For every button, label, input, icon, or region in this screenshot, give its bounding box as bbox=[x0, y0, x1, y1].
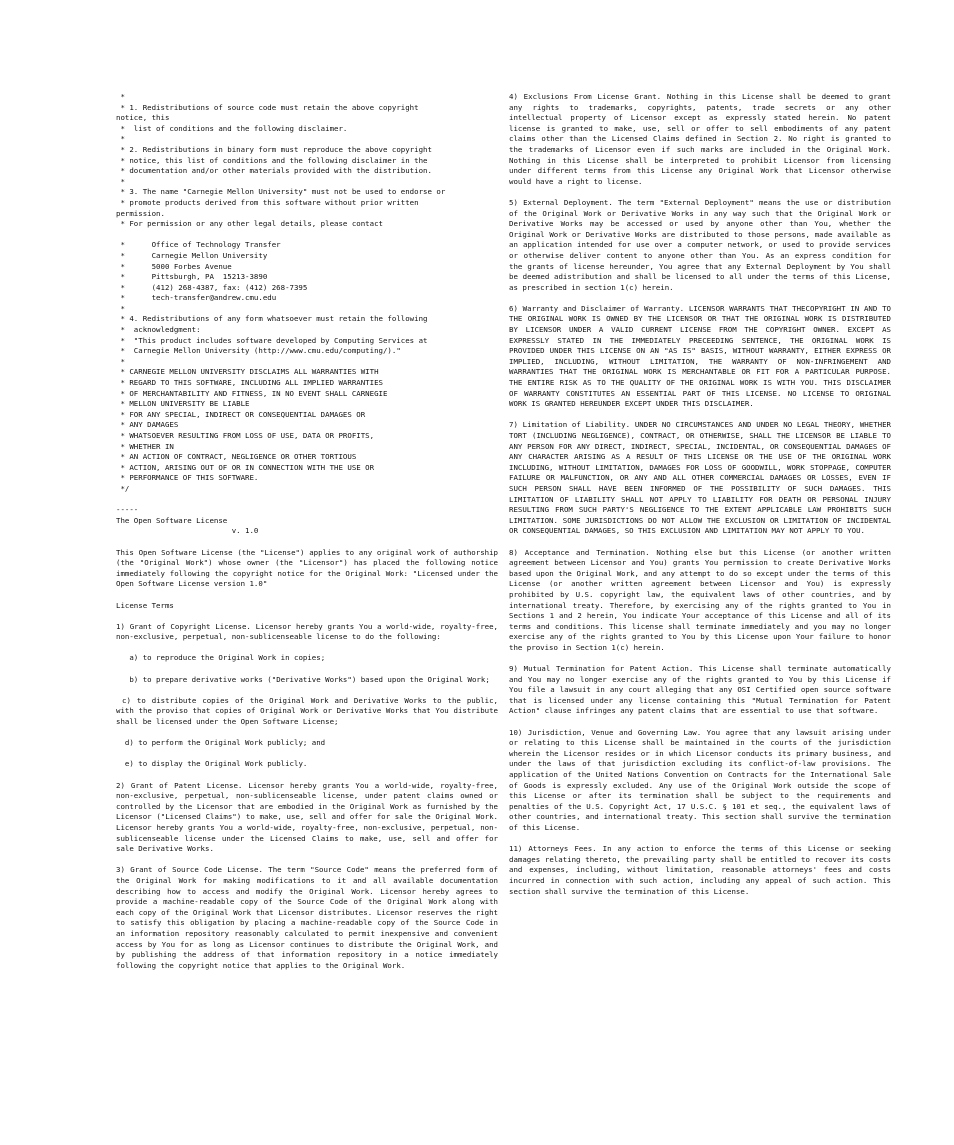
header-comment-line: * REGARD TO THIS SOFTWARE, INCLUDING ALL IMPLIED WARRANTIES bbox=[116, 378, 383, 388]
header-comment-line: * tech-transfer@andrew.cmu.edu bbox=[116, 293, 277, 303]
license-paragraph: c) to distribute copies of the Original Work and Derivative Works to the public, with the proviso that copies of Original Work or Derivative Works that You distribute shall be licensed under the Open Software License; bbox=[116, 695, 503, 727]
license-paragraph: 9) Mutual Termination for Patent Action. This License shall terminate automatically and You may no longer exercise any of the rights granted to You by this License if You file a lawsuit in any court alleging that any OSI Certified open source software that is licensed under any license containing this "Mutual Termination for Patent Action" clause infringes any patent claims that are essential to use that software. bbox=[509, 664, 891, 716]
header-comment-line: v. 1.0 bbox=[116, 526, 259, 536]
header-comment-line: * PERFORMANCE OF THIS SOFTWARE. bbox=[116, 473, 259, 483]
header-comment-line bbox=[116, 230, 498, 241]
license-paragraph: This Open Software License (the "License") applies to any original work of authorship (the "Original Work") whose owner (the "Licensor") has placed the following notice immediately following the copyright notice for the Original Work: "Licensed under the Open Software License version 1.0" bbox=[116, 547, 498, 589]
license-paragraph: 4) Exclusions From License Grant. Nothing in this License shall be deemed to grant any rights to trademarks, copyrights, patents, trade secrets or any other intellectual property of Licensor except as expressly stated herein. No patent license is granted to make, use, sell or offer to sell embodiments of any patent claims other than the Licensed Claims defined in Section 2. No right is granted to the trademarks of Licensor even if such marks are included in the Original Work. Nothing in this License shall be interpreted to prohibit Licensor from licensing under different terms from this License any Original Work that Licensor otherwise would have a right to license. bbox=[509, 92, 891, 186]
header-comment-line: * MELLON UNIVERSITY BE LIABLE bbox=[116, 399, 250, 409]
header-comment-line: permission. bbox=[116, 208, 165, 218]
license-paragraph: 7) Limitation of Liability. UNDER NO CIRCUMSTANCES AND UNDER NO LEGAL THEORY, WHETHER TORT (INCLUDING NEGLIGENCE), CONTRACT, OR OTHERWISE, SHALL THE LICENSOR BE LIABLE TO ANY PERSON FOR ANY DIRECT, INDIRECT, SPECIAL, INCIDENTAL, OR CONSEQUENTIAL DAMAGES OF ANY CHARACTER ARISING AS A RESULT OF THIS LICENSE OR THE USE OF THE ORIGINAL WORK INCLUDING, WITHOUT LIMITATION, DAMAGES FOR LOSS OF GOODWILL, WORK STOPPAGE, COMPUTER FAILURE OR MALFUNCTION, OR ANY AND ALL OTHER COMMERCIAL DAMAGES OR LOSSES, EVEN IF SUCH PERSON SHALL HAVE BEEN INFORMED OF THE POSSIBILITY OF SUCH DAMAGES. THIS LIMITATION OF LIABILITY SHALL NOT APPLY TO LIABILITY FOR DEATH OR PERSONAL INJURY RESULTING FROM SUCH PARTY'S NEGLIGENCE TO THE EXTENT APPLICABLE LAW PROHIBITS SUCH LIMITATION. SOME JURISDICTIONS DO NOT ALLOW THE EXCLUSION OR LIMITATION OF INCIDENTAL OR CONSEQUENTIAL DAMAGES, SO THIS EXCLUSION AND LIMITATION MAY NOT APPLY TO YOU. bbox=[509, 420, 891, 536]
header-comment-line: * bbox=[116, 92, 125, 101]
license-paragraph: 11) Attorneys Fees. In any action to enforce the terms of this License or seeking damages relating thereto, the prevailing party shall be entitled to recover its costs and expenses, including, without limitation, reasonable attorneys' fees and costs incurred in connection with such action, including any appeal of such action. This section shall survive the termination of this License. bbox=[509, 844, 891, 896]
header-comment-line: notice, this bbox=[116, 113, 170, 123]
header-comment-line: * list of conditions and the following disclaimer. bbox=[116, 123, 348, 133]
header-comment-line: * 5000 Forbes Avenue bbox=[116, 261, 232, 271]
header-comment-line: * (412) 268-4387, fax: (412) 268-7395 bbox=[116, 282, 308, 292]
license-paragraph: d) to perform the Original Work publicly; and bbox=[116, 738, 326, 748]
license-paragraph: b) to prepare derivative works ("Derivative Works") based upon the Original Work; bbox=[116, 674, 490, 684]
header-comment-line: * AN ACTION OF CONTRACT, NEGLIGENCE OR OTHER TORTIOUS bbox=[116, 452, 357, 462]
header-comment-line bbox=[116, 537, 498, 548]
header-comment-line: * Carnegie Mellon University (http://www.cmu.edu/computing/)." bbox=[116, 346, 401, 356]
header-comment-line: * promote products derived from this software without prior written bbox=[116, 197, 419, 207]
license-paragraph: License Terms bbox=[116, 600, 174, 610]
license-paragraph: 3) Grant of Source Code License. The term "Source Code" means the preferred form of the Original Work for making modifications to it and all available documentation describing how to access and modify the Original Work. Licensor hereby agrees to provide a machine-readable copy of the Source Code of the Original Work along with each copy of the Original Work that Licensor distributes. Licensor reserves the right to satisfy this obligation by placing a machine-readable copy of the Source Code in an information repository reasonably calculated to permit inexpensive and convenient access by You for as long as Licensor continues to distribute the Original Work, and by publishing the address of that information repository in a notice immediately following the copyright notice that applies to the Original Work. bbox=[116, 865, 498, 970]
right-column bbox=[509, 92, 891, 1112]
license-paragraph: 6) Warranty and Disclaimer of Warranty. LICENSOR WARRANTS THAT THECOPYRIGHT IN AND TO THE ORIGINAL WORK IS OWNED BY THE LICENSOR OR THAT THE ORIGINAL WORK IS DISTRIBUTED BY LICENSOR UNDER A VALID CURRENT LICENSE FROM THE COPYRIGHT OWNER. EXCEPT AS EXPRESSLY STATED IN THE IMMEDIATELY PRECEEDING SENTENCE, THE ORIGINAL WORK IS PROVIDED UNDER THIS LICENSE ON AN "AS IS" BASIS, WITHOUT WARRANTY, EITHER EXPRESS OR IMPLIED, INCLUDING, WITHOUT LIMITATION, THE WARRANTY OF NON-INFRINGEMENT AND WARRANTIES THAT THE ORIGINAL WORK IS MERCHANTABLE OR FIT FOR A PARTICULAR PURPOSE. THE ENTIRE RISK AS TO THE QUALITY OF THE ORIGINAL WORK IS WITH YOU. THIS DISCLAIMER OF WARRANTY CONSTITUTES AN ESSENTIAL PART OF THIS LICENSE. NO LICENSE TO ORIGINAL WORK IS GRANTED HEREUNDER EXCEPT UNDER THIS DISCLAIMER. bbox=[509, 303, 891, 409]
header-comment-line: * FOR ANY SPECIAL, INDIRECT OR CONSEQUENTIAL DAMAGES OR bbox=[116, 409, 366, 419]
header-comment-line: * acknowledgment: bbox=[116, 325, 201, 335]
header-comment-line: * bbox=[116, 134, 125, 144]
header-comment-line: * Carnegie Mellon University bbox=[116, 250, 268, 260]
header-comment-line: * WHETHER IN bbox=[116, 441, 174, 451]
header-comment-line: * bbox=[116, 356, 125, 366]
license-paragraph: 8) Acceptance and Termination. Nothing else but this License (or another written agreement between Licensor and You) grants You permission to create Derivative Works based upon the Original Work, and any attempt to do so except under the terms of this License (or another written agreement between Licensor and You) is expressly prohibited by U.S. copyright law, the equivalent laws of other countries, and by international treaty. Therefore, by exercising any of the rights granted to You in Sections 1 and 2 herein, You indicate Your acceptance of this License and all of its terms and conditions. This license shall terminate immediately and you may no longer exercise any of the rights granted to You by this License upon Your failure to honor the proviso in Section 1(c) herein. bbox=[509, 547, 891, 652]
header-comment-line: * For permission or any other legal details, please contact bbox=[116, 219, 383, 229]
header-comment-line: * 1. Redistributions of source code must retain the above copyright bbox=[116, 102, 419, 112]
header-comment-line: * bbox=[116, 176, 125, 186]
header-comment-line: * documentation and/or other materials provided with the distribution. bbox=[116, 166, 432, 176]
header-comment-line: * notice, this list of conditions and the following disclaimer in the bbox=[116, 155, 428, 165]
header-comment-line: * 4. Redistributions of any form whatsoever must retain the following bbox=[116, 314, 428, 324]
header-comment-line: * WHATSOEVER RESULTING FROM LOSS OF USE, DATA OR PROFITS, bbox=[116, 431, 375, 440]
header-comment-line: */ bbox=[116, 483, 130, 493]
license-paragraph: 1) Grant of Copyright License. Licensor hereby grants You a world-wide, royalty-free, non-exclusive, perpetual, non-sublicenseable license to do the following: bbox=[116, 621, 498, 642]
header-comment-line: The Open Software License bbox=[116, 515, 228, 525]
header-comment-line: * 2. Redistributions in binary form must reproduce the above copyright bbox=[116, 144, 432, 154]
header-comment-line: * Pittsburgh, PA 15213-3890 bbox=[116, 272, 268, 282]
header-comment-line: * "This product includes software developed by Computing Services at bbox=[116, 335, 428, 345]
license-paragraph: 5) External Deployment. The term "External Deployment" means the use or distribution of the Original Work or Derivative Works in any way such that the Original Work or Derivative Works may be accessed or used by anyone other than You, whether the Original Work or Derivative Works are distributed to those persons, made available as an application intended for use over a computer network, or used to provide services or otherwise deliver content to anyone other than You. As an express condition for the grants of license hereunder, You agree that any External Deployment by You shall be deemed adistribution and shall be licensed to all under the terms of this License, as prescribed in section 1(c) herein. bbox=[509, 197, 891, 292]
license-paragraph: 2) Grant of Patent License. Licensor hereby grants You a world-wide, royalty-free, non-exclusive, perpetual, non-sublicenseable license, under patent claims owned or controlled by the Licensor that are embodied in the Original Work as furnished by the Licensor ("Licensed Claims") to make, use, sell and offer for sale the Original Work. Licensor hereby grants You a world-wide, royalty-free, non-exclusive, perpetual, non-sublicenseable license under the Licensed Claims to make, use, sell and offer for sale Derivative Works. bbox=[116, 780, 498, 854]
header-comment-line: * CARNEGIE MELLON UNIVERSITY DISCLAIMS ALL WARRANTIES WITH bbox=[116, 367, 379, 377]
license-paragraph: a) to reproduce the Original Work in copies; bbox=[116, 653, 326, 663]
header-comment-line: ----- bbox=[116, 505, 139, 515]
header-comment-line: * ANY DAMAGES bbox=[116, 420, 179, 430]
header-comment-line: * OF MERCHANTABILITY AND FITNESS, IN NO EVENT SHALL CARNEGIE bbox=[116, 388, 388, 398]
license-paragraph: 10) Jurisdiction, Venue and Governing Law. You agree that any lawsuit arising under or relating to this License shall be maintained in the courts of the jurisdiction wherein the Licensor resides or in which Licensor conducts its primary business, and under the laws of that jurisdiction excluding its conflict-of-law provisions. The application of the United Nations Convention on Contracts for the International Sale of Goods is expressly excluded. Any use of the Original Work outside the scope of this License or after its termination shall be subject to the requirements and penalties of the U.S. Copyright Act, 17 U.S.C. § 101 et seq., the equivalent laws of other countries, and international treaty. This section shall survive the termination of this License. bbox=[509, 727, 891, 832]
header-comment-line: * ACTION, ARISING OUT OF OR IN CONNECTION WITH THE USE OR bbox=[116, 462, 375, 472]
header-comment-line: * Office of Technology Transfer bbox=[116, 240, 281, 250]
header-comment-line bbox=[116, 495, 498, 506]
header-comment-line: * 3. The name "Carnegie Mellon University" must not be used to endorse or bbox=[116, 187, 446, 197]
license-paragraph: e) to display the Original Work publicly. bbox=[116, 759, 308, 769]
left-column bbox=[116, 92, 503, 1112]
header-comment-line: * bbox=[116, 303, 125, 313]
